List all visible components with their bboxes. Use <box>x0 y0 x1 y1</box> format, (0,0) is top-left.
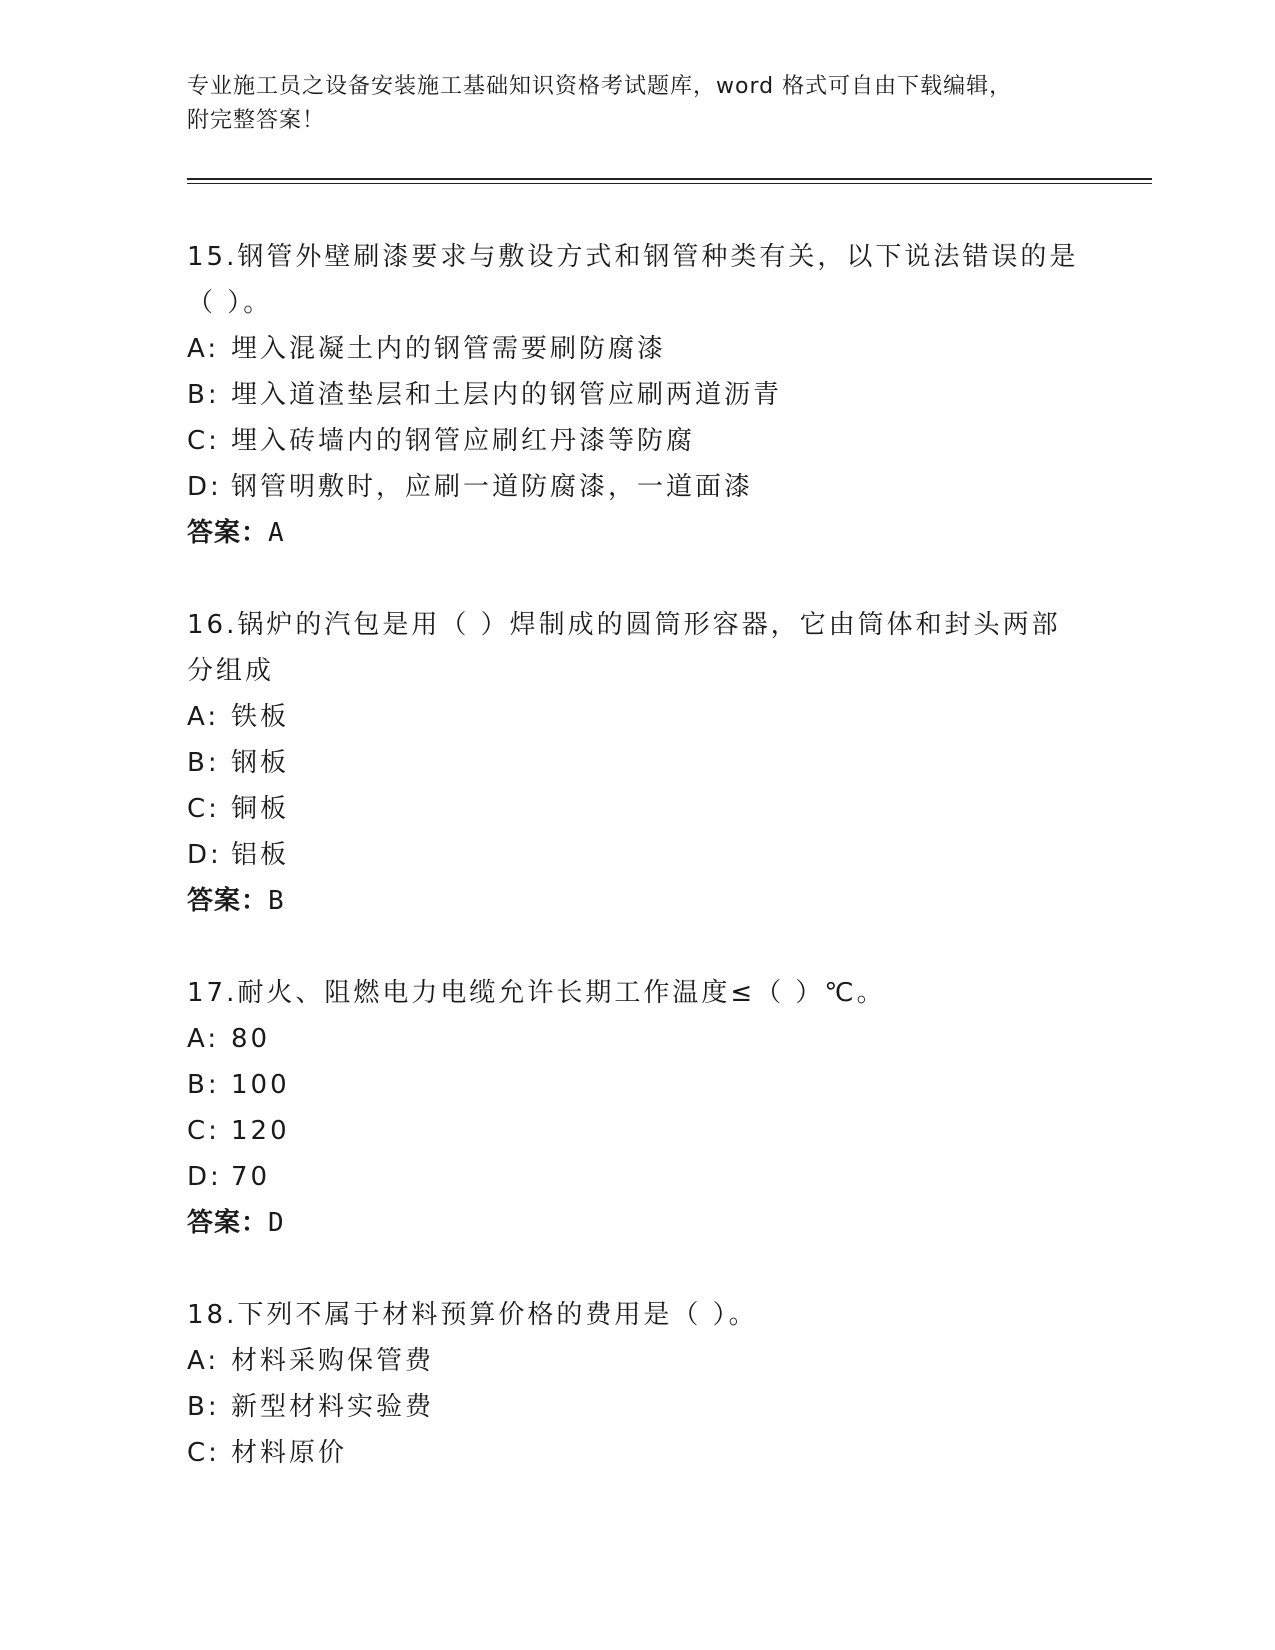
option-key: A: <box>187 1346 220 1376</box>
answer-line <box>187 510 1087 556</box>
question-stem-line-2: 分组成 <box>187 656 275 686</box>
option-text: 70 <box>231 1162 271 1192</box>
header-line-2: 附完整答案！ <box>187 108 326 133</box>
question-stem-line-1: 18.下列不属于材料预算价格的费用是（ ）。 <box>187 1300 758 1330</box>
option-key: A: <box>187 702 220 732</box>
option-c <box>187 418 1087 464</box>
option-key: A: <box>187 334 220 364</box>
document-header <box>187 70 1067 138</box>
option-text: 埋入道渣垫层和土层内的钢管应刷两道沥青 <box>231 380 783 410</box>
option-key: A: <box>187 1024 220 1054</box>
option-a <box>187 694 1087 740</box>
answer-label: 答案： <box>187 1208 269 1238</box>
option-text: 铁板 <box>231 702 290 732</box>
option-d <box>187 464 1087 510</box>
option-key: D: <box>187 840 222 870</box>
option-text: 埋入砖墙内的钢管应刷红丹漆等防腐 <box>231 426 696 456</box>
option-key: D: <box>187 1162 222 1192</box>
header-divider-thin <box>187 183 1152 184</box>
option-key: B: <box>187 1070 220 1100</box>
question-stem-line-1: 15.钢管外壁刷漆要求与敷设方式和钢管种类有关，以下说法错误的是 <box>187 242 1079 272</box>
question-18 <box>187 1292 1087 1476</box>
option-a <box>187 1016 1087 1062</box>
question-16 <box>187 602 1087 924</box>
option-text: 钢板 <box>231 748 290 778</box>
option-key: B: <box>187 380 220 410</box>
question-list <box>187 234 1087 1522</box>
option-d <box>187 832 1087 878</box>
option-text: 钢管明敷时，应刷一道防腐漆，一道面漆 <box>231 472 754 502</box>
answer-label: 答案： <box>187 518 269 548</box>
option-text: 铝板 <box>231 840 290 870</box>
question-17 <box>187 970 1087 1246</box>
answer-line <box>187 1200 1087 1246</box>
answer-value: D <box>268 1208 285 1238</box>
question-stem-line-2: （ ）。 <box>187 288 273 318</box>
option-text: 新型材料实验费 <box>231 1392 435 1422</box>
option-a <box>187 326 1087 372</box>
option-text: 100 <box>231 1070 290 1100</box>
option-c <box>187 1430 1087 1476</box>
question-15 <box>187 234 1087 556</box>
option-c <box>187 1108 1087 1154</box>
option-text: 80 <box>231 1024 271 1054</box>
option-a <box>187 1338 1087 1384</box>
option-key: D: <box>187 472 222 502</box>
answer-line <box>187 878 1087 924</box>
option-key: C: <box>187 426 220 456</box>
option-key: C: <box>187 1438 220 1468</box>
option-key: B: <box>187 1392 220 1422</box>
option-text: 材料原价 <box>231 1438 348 1468</box>
option-text: 埋入混凝土内的钢管需要刷防腐漆 <box>231 334 667 364</box>
question-stem-line-1: 17.耐火、阻燃电力电缆允许长期工作温度≤（ ）℃。 <box>187 978 886 1008</box>
option-c <box>187 786 1087 832</box>
option-b <box>187 372 1087 418</box>
option-key: C: <box>187 1116 220 1146</box>
option-text: 铜板 <box>231 794 290 824</box>
header-line-1: 专业施工员之设备安装施工基础知识资格考试题库，word 格式可自由下载编辑， <box>187 74 1013 99</box>
option-text: 材料采购保管费 <box>231 1346 435 1376</box>
option-key: C: <box>187 794 220 824</box>
answer-value: A <box>268 518 285 548</box>
option-b <box>187 740 1087 786</box>
answer-value: B <box>268 886 285 916</box>
answer-label: 答案： <box>187 886 269 916</box>
option-b <box>187 1062 1087 1108</box>
header-divider-thick <box>187 178 1152 180</box>
option-d <box>187 1154 1087 1200</box>
option-b <box>187 1384 1087 1430</box>
question-stem-line-1: 16.锅炉的汽包是用（ ）焊制成的圆筒形容器，它由筒体和封头两部 <box>187 610 1061 640</box>
option-key: B: <box>187 748 220 778</box>
option-text: 120 <box>231 1116 290 1146</box>
